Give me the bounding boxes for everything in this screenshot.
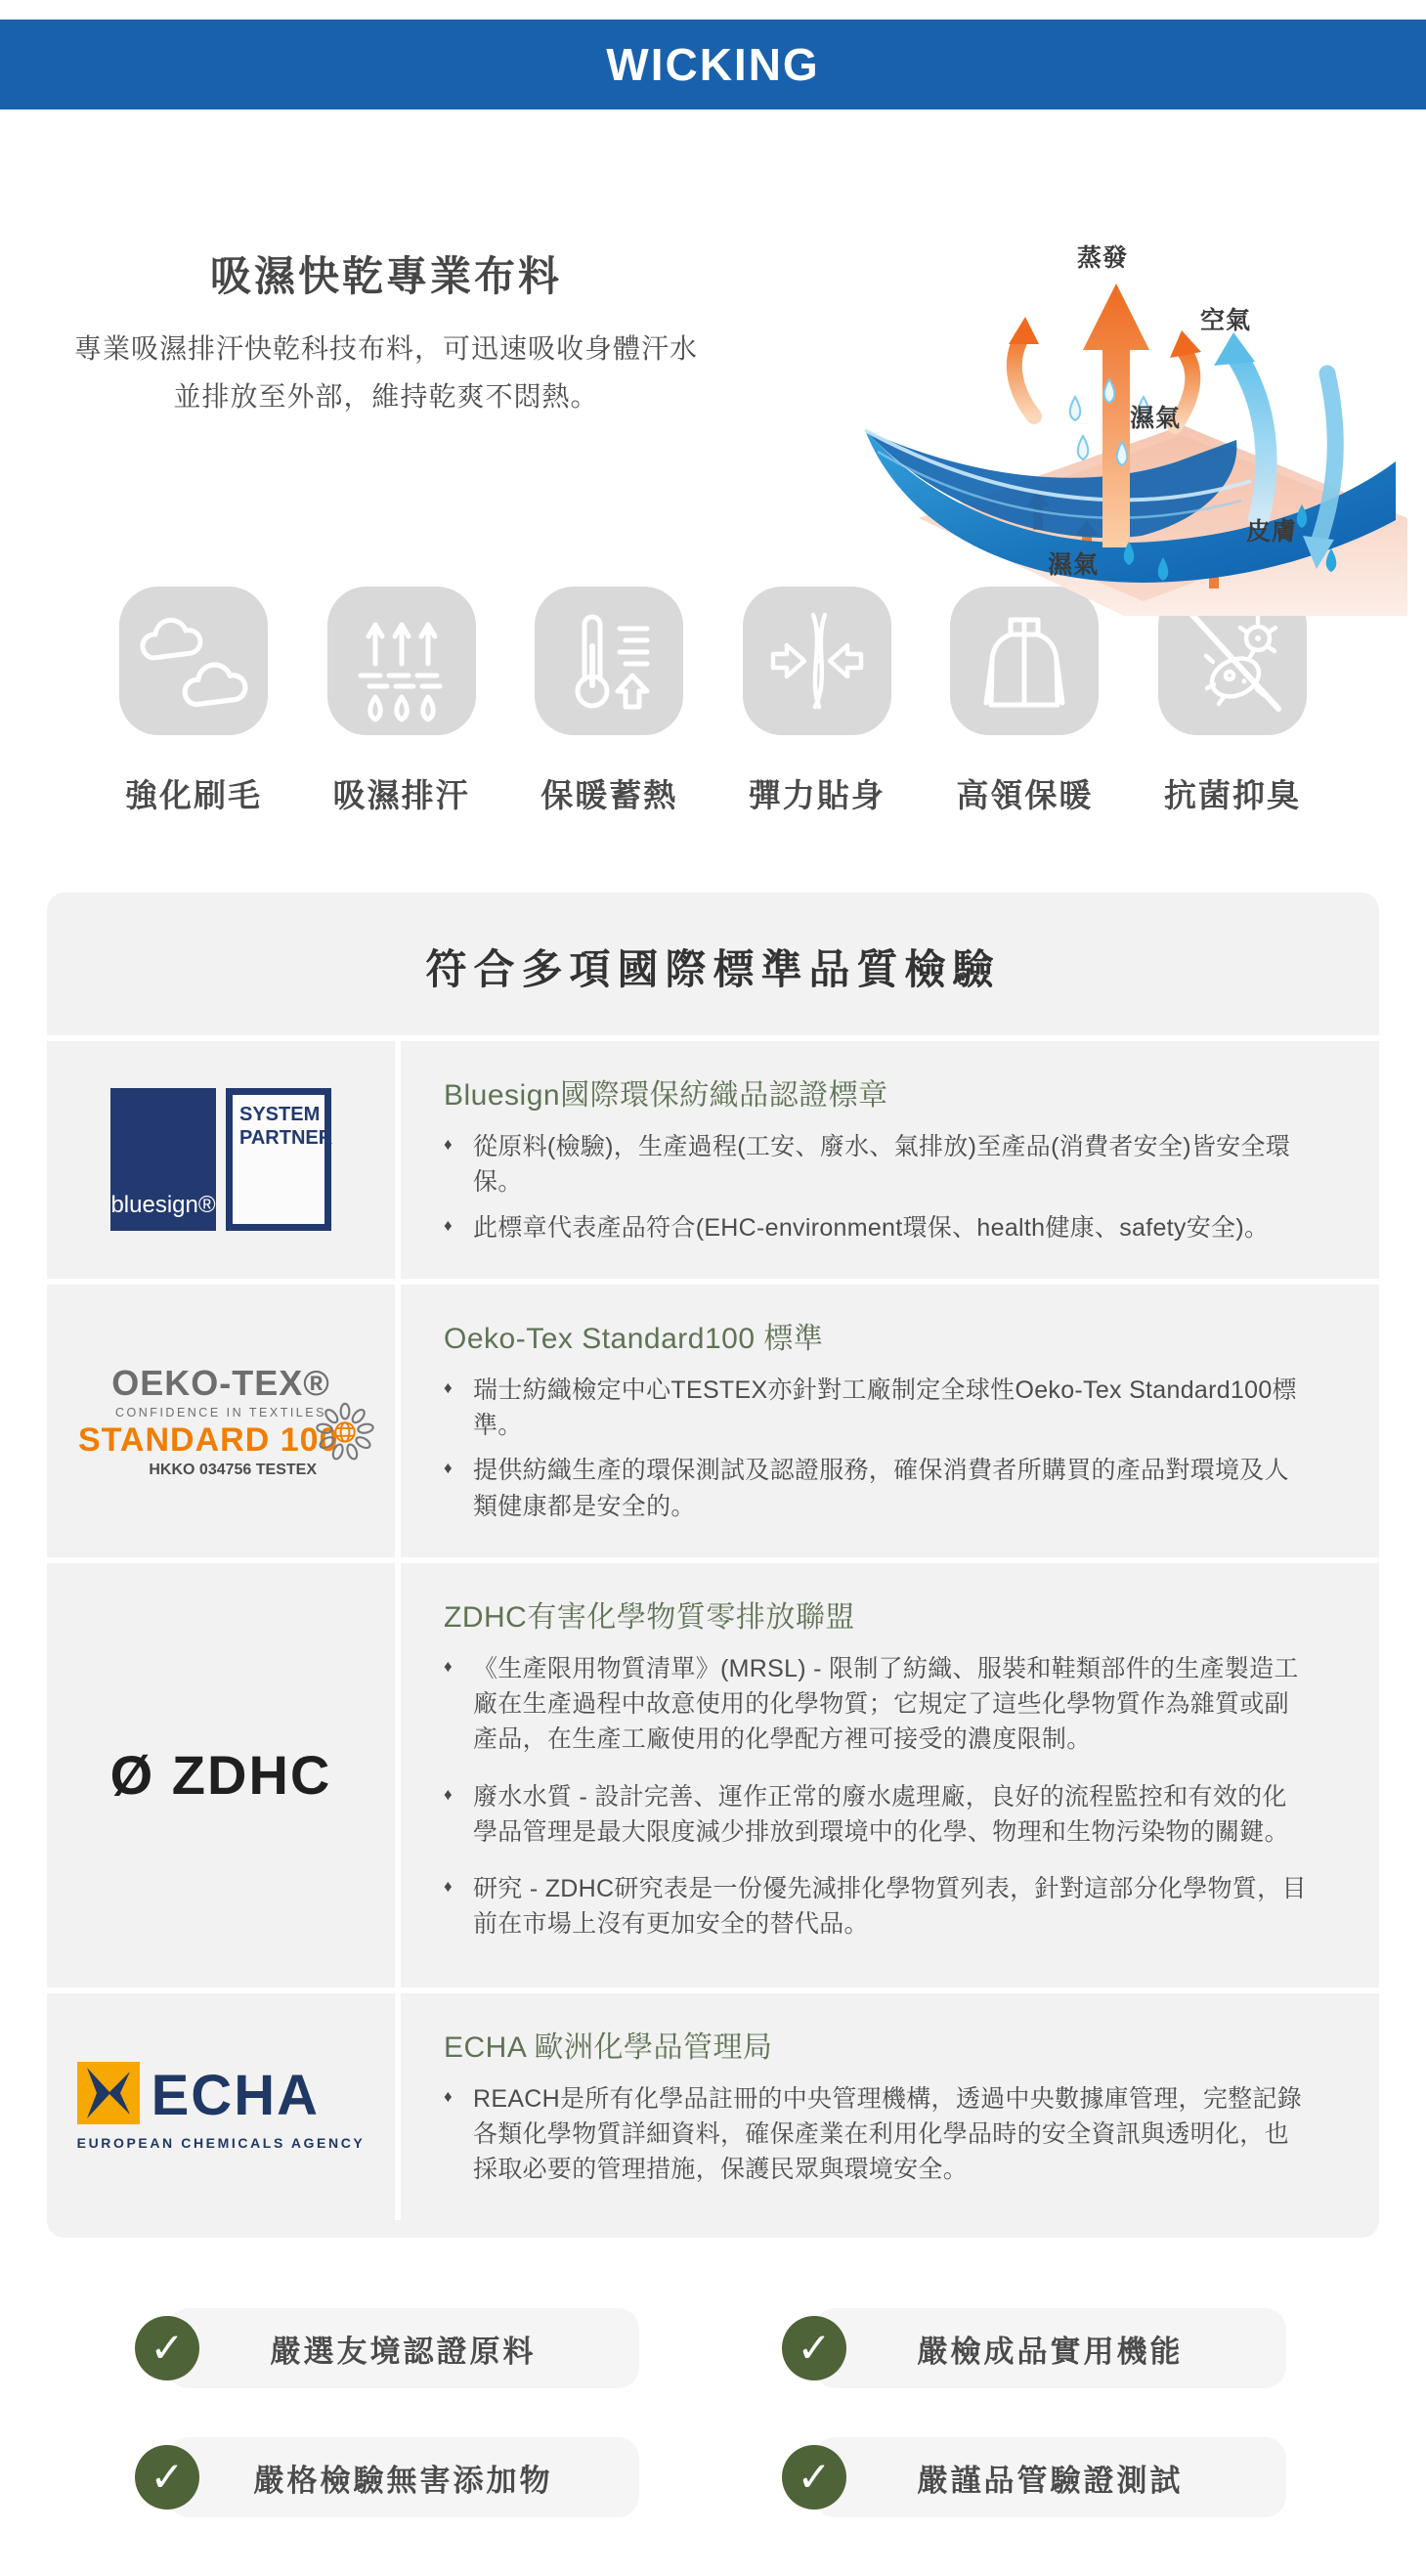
check-circle-icon: ✓ [135,2316,199,2380]
diamond-bullet-icon: ♦ [444,2086,453,2106]
bluesign-logo [47,1041,401,1279]
intro-title: 吸濕快乾專業布料 [209,253,562,299]
feature-label: 高領保暖 [956,777,1094,813]
wicking-diagram-illustration [831,225,1407,616]
cert-text-oekotex [401,1285,1379,1557]
cert-text-echa [401,1993,1379,2221]
echa-mark-icon [77,2062,140,2129]
feature-row [119,587,1307,816]
cert-bullet: ♦ 瑞士紡織檢定中心TESTEX亦針對工廠制定全球性Oeko-Tex Standard100標準。 [444,1373,1311,1444]
intro-description-line2: 並排放至外部，維持乾爽不悶熱。 [173,381,599,412]
cert-text-bluesign [401,1041,1379,1279]
cert-row-bluesign [47,1035,1379,1279]
cert-heading: Bluesign國際環保紡織品認證標章 [444,1079,888,1112]
wicking-banner [0,20,1426,109]
zdhc-logo: Ø ZDHC [47,1563,401,1987]
feature-antibacterial [1158,587,1307,816]
badge-no-harmful-additives: ✓ 嚴格檢驗無害添加物 [167,2437,639,2517]
cert-row-zdhc [47,1557,1379,1987]
wicking-diagram [831,225,1407,616]
cert-heading: ECHA 歐洲化學品管理局 [444,2030,773,2064]
fleece-icon [119,587,268,735]
banner-title: WICKING [606,39,820,90]
diagram-label-evaporation: 蒸發 [1077,244,1129,272]
intro-text [64,244,709,420]
feature-collar [950,587,1099,816]
feature-stretch [743,587,891,816]
diamond-bullet-icon: ♦ [444,1656,453,1676]
cert-bullet: ♦ 此標章代表產品符合(EHC-environment環保、health健康、safety安全)。 [444,1210,1311,1245]
diamond-bullet-icon: ♦ [444,1377,453,1397]
intro-description [64,325,709,420]
cert-bullet: ♦ 提供紡織生產的環保測試及認證服務，確保消費者所購買的產品對環境及人類健康都是安全的。 [444,1453,1311,1524]
feature-label: 強化刷毛 [125,777,262,813]
thermal-icon [535,587,683,735]
diagram-label-air: 空氣 [1200,307,1252,334]
cert-heading: Oeko-Tex Standard100 標準 [444,1322,824,1355]
feature-fleece [119,587,268,816]
diamond-bullet-icon: ♦ [444,1215,453,1235]
diagram-label-moisture-bottom: 濕氣 [1048,551,1100,579]
cert-row-oekotex [47,1279,1379,1557]
check-circle-icon: ✓ [782,2445,846,2510]
diamond-bullet-icon: ♦ [444,1877,453,1896]
cert-bullet: ♦ 《生產限用物質清單》(MRSL) - 限制了紡織、服裝和鞋類部件的生產製造工廠在生產過程中故意使用的化學物質；它規定了這些化學物質作為雜質或副產品，在生產工廠使用的化學配方裡可接受的濃度限制。 [444,1651,1311,1758]
cert-heading: ZDHC有害化學物質零排放聯盟 [444,1600,855,1634]
diamond-bullet-icon: ♦ [444,1459,453,1478]
bluesign-wordmark: bluesign® [110,1088,216,1231]
intro-section [0,109,1426,587]
feature-label: 彈力貼身 [748,777,886,813]
cert-bullet: ♦ 從原料(檢驗)，生產過程(工安、廢水、氣排放)至產品(消費者安全)皆安全環保。 [444,1129,1311,1201]
cert-bullet: ♦ REACH是所有化學品註冊的中央管理機構，透過中央數據庫管理，完整記錄各類化學物質詳細資料，確保產業在利用化學品時的安全資訊與透明化，也採取必要的管理措施，保護民眾與環境安全。 [444,2081,1311,2188]
badge-certified-materials: ✓ 嚴選友境認證原料 [167,2308,639,2388]
wicking-icon [327,587,476,735]
diamond-bullet-icon: ♦ [444,1784,453,1804]
certifications-panel [47,893,1379,2238]
feature-thermal [535,587,683,816]
diamond-bullet-icon: ♦ [444,1135,453,1154]
feature-label: 抗菌抑臭 [1163,777,1301,813]
bluesign-partner-badge: SYSTEM PARTNER [226,1088,331,1231]
certifications-title: 符合多項國際標準品質檢驗 [425,946,1001,992]
diagram-label-skin: 皮膚 [1246,518,1298,546]
cert-bullet: ♦ 廢水水質 - 設計完善、運作正常的廢水處理廠，良好的流程監控和有效的化學品管理是最大限度減少排放到環境中的化學、物理和生物污染物的關鍵。 [444,1779,1311,1851]
badge-function-tested: ✓ 嚴檢成品實用機能 [814,2308,1286,2388]
diagram-label-moisture-top: 濕氣 [1130,405,1182,432]
quality-badges [150,2308,1286,2576]
check-circle-icon: ✓ [135,2445,199,2510]
oekotex-logo: OEKO-TEX® CONFIDENCE IN TEXTILES STANDARD 100 HKKO 034756 TESTEX [47,1285,401,1557]
check-circle-icon: ✓ [782,2316,846,2380]
echa-logo: ECHA EUROPEAN CHEMICALS AGENCY [47,1993,401,2221]
cert-text-zdhc [401,1563,1379,1987]
intro-description-line1: 專業吸濕排汗快乾科技布料，可迅速吸收身體汗水 [73,333,698,364]
feature-label: 保暖蓄熱 [540,777,678,813]
badge-qc-verified: ✓ 嚴謹品管驗證測試 [814,2437,1286,2517]
feature-wicking [327,587,476,816]
feature-label: 吸濕排汗 [332,777,470,813]
cert-bullet: ♦ 研究 - ZDHC研究表是一份優先減排化學物質列表，針對這部分化學物質，目前在市場上沒有更加安全的替代品。 [444,1871,1311,1943]
oekotex-flower-icon [315,1400,375,1465]
page [0,20,1426,2576]
cert-row-echa [47,1987,1379,2221]
